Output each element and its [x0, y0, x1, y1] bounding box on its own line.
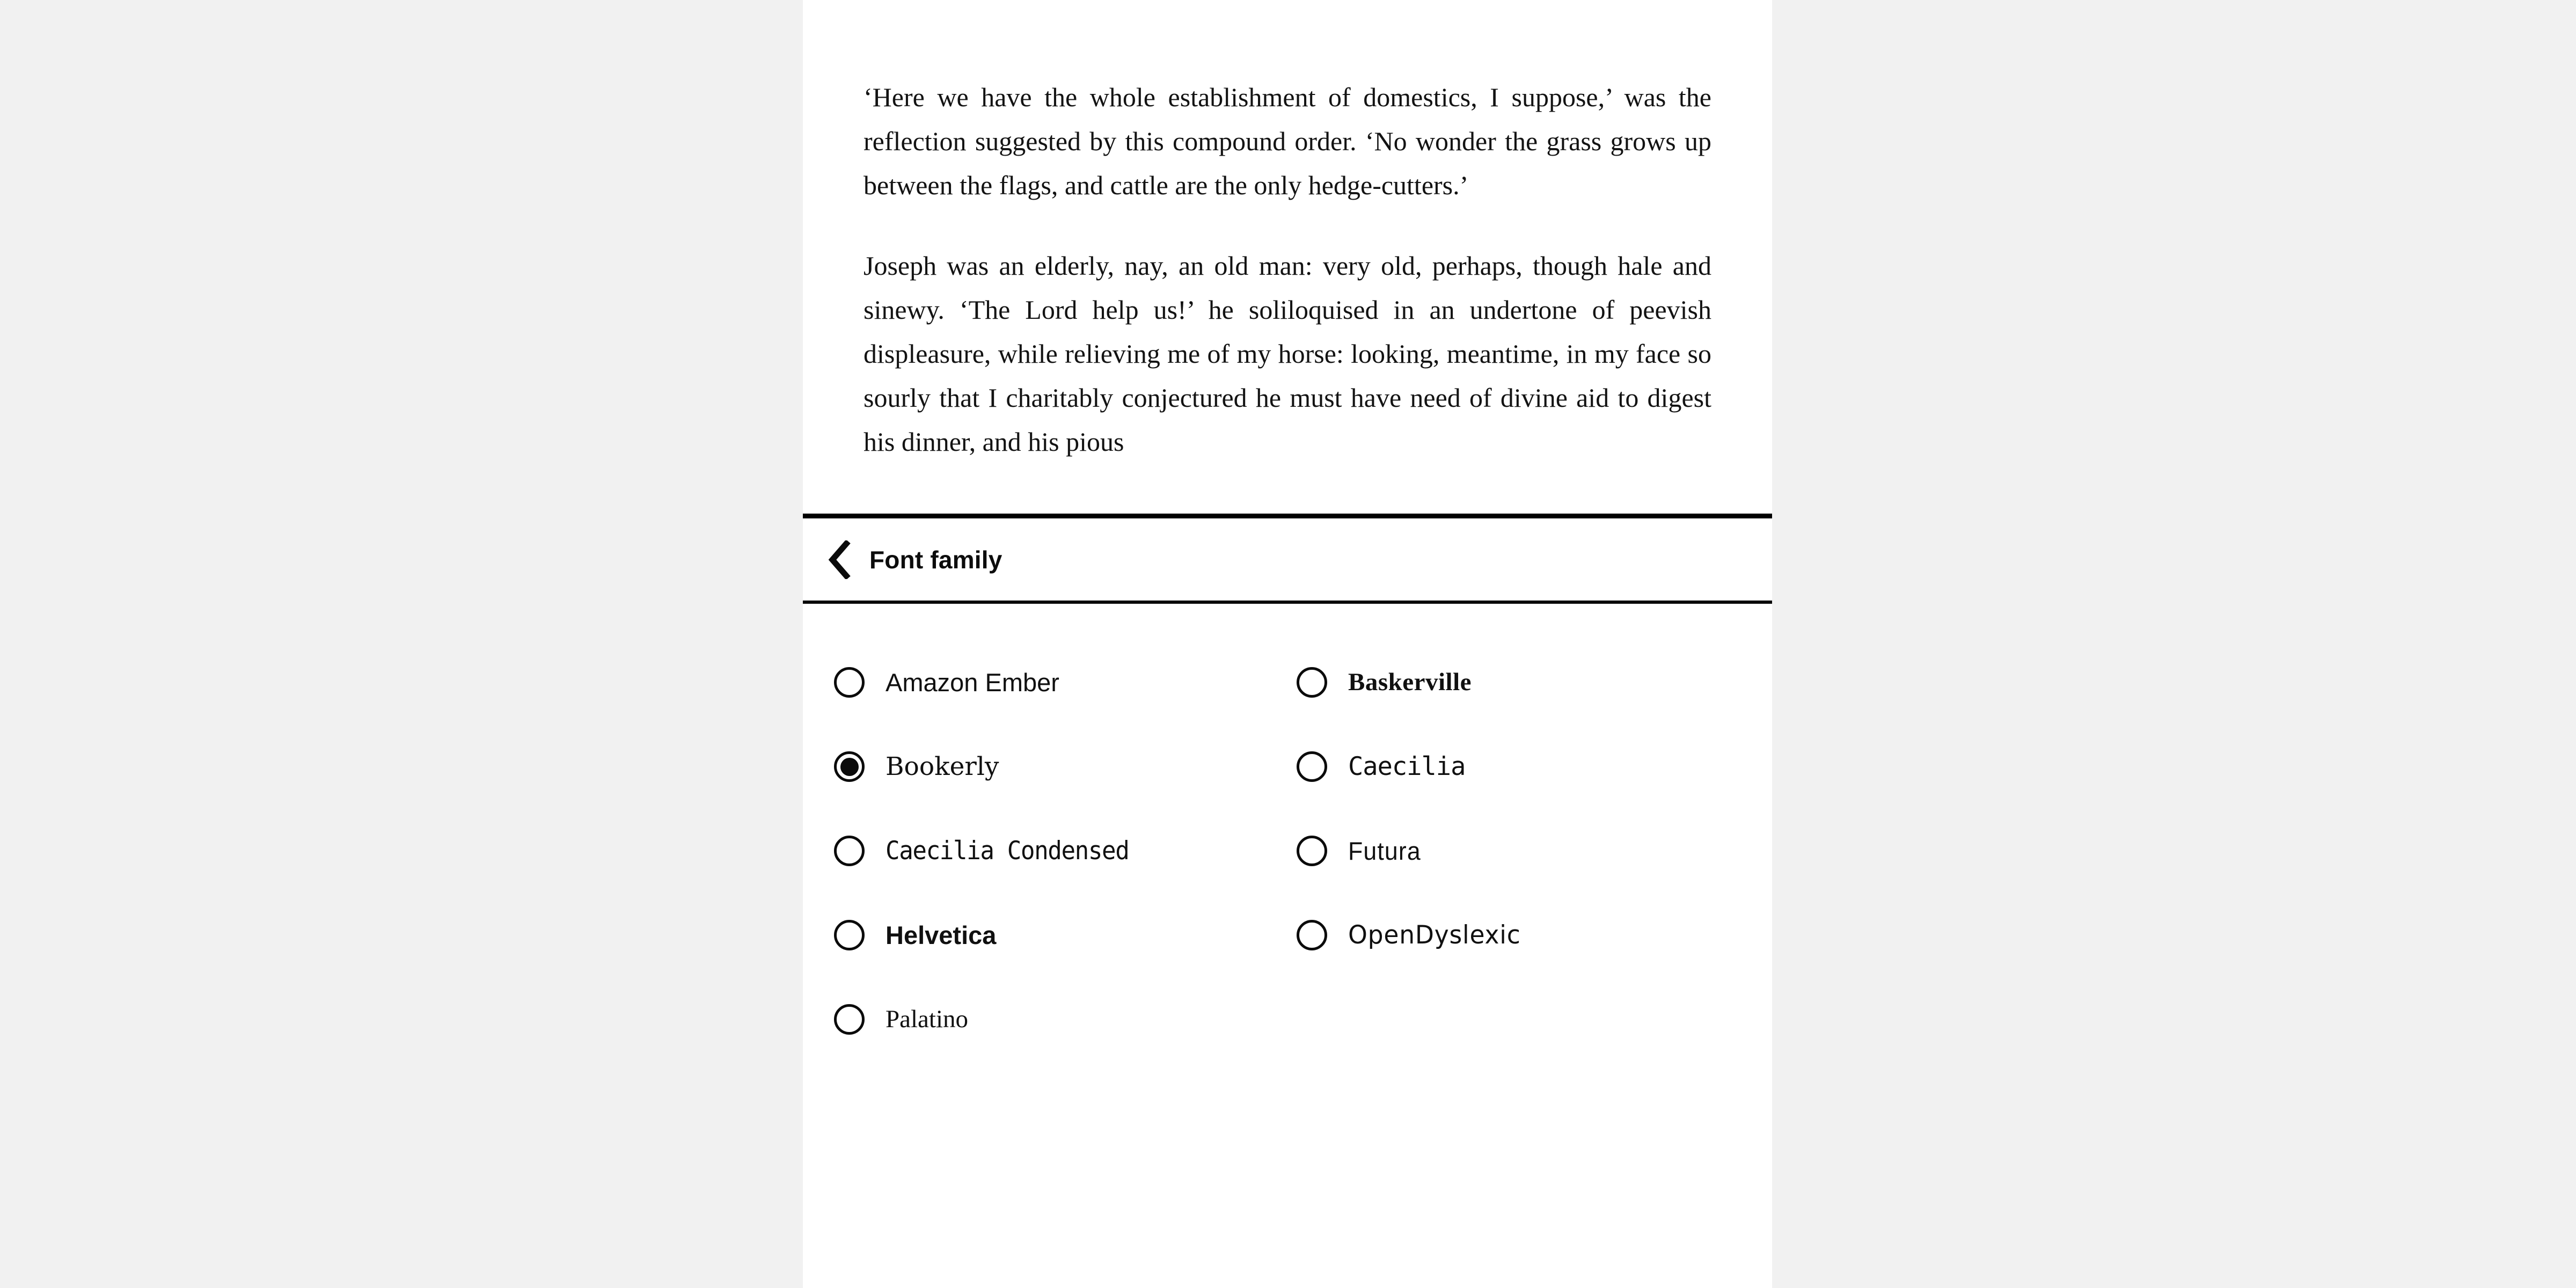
radio-button[interactable] — [1297, 920, 1327, 950]
radio-button[interactable] — [834, 667, 865, 698]
font-option-bookerly[interactable] — [826, 724, 1289, 809]
font-option-label: Futura — [1348, 837, 1421, 865]
font-option-label: OpenDyslexic — [1348, 920, 1521, 950]
page-title: Font family — [869, 545, 1002, 574]
book-paragraph: ‘Here we have the whole establishment of domestics, I suppose,’ was the reflection suggested by this compound order. ‘No wonder the grass grows up between the flags, and cattle are the only hedge-cutters.’ — [863, 82, 1711, 200]
font-option-palatino[interactable] — [826, 977, 1289, 1062]
font-option-label: Caecilia — [1348, 752, 1466, 781]
font-option-amazon-ember[interactable] — [826, 640, 1289, 724]
font-option-caecilia-condensed[interactable] — [826, 809, 1289, 893]
chevron-left-icon — [827, 540, 852, 579]
radio-button[interactable] — [834, 920, 865, 950]
font-option-label: Palatino — [885, 1005, 969, 1033]
book-paragraph: Joseph was an elderly, nay, an old man: very old, perhaps, though hale and sinewy. ‘The Lord help us!’ he soliloquised in an undertone of peevish displeasure, while relieving me of my horse: looking, meantime, in my face so sourly that I charitably conjectured he must have need of divine aid to digest his dinner, and his pious — [863, 251, 1711, 457]
font-option-caecilia[interactable] — [1289, 724, 1752, 809]
font-option-label: Bookerly — [885, 752, 999, 781]
reader-panel — [803, 0, 1772, 1288]
font-option-label: Caecilia Condensed — [885, 836, 1129, 866]
font-option-opendyslexic[interactable] — [1289, 893, 1752, 977]
radio-button[interactable] — [1297, 667, 1327, 698]
font-option-label: Helvetica — [885, 921, 997, 949]
settings-sheet-header — [803, 518, 1772, 604]
font-option-label: Amazon Ember — [885, 668, 1059, 697]
radio-button[interactable] — [834, 751, 865, 782]
font-option-label: Baskerville — [1348, 668, 1472, 696]
radio-button[interactable] — [1297, 751, 1327, 782]
font-option-futura[interactable] — [1289, 809, 1752, 893]
font-option-helvetica[interactable] — [826, 893, 1289, 977]
font-option-baskerville[interactable] — [1289, 640, 1752, 724]
font-family-settings-sheet — [803, 514, 1772, 1288]
font-family-option-list — [803, 604, 1772, 1062]
radio-button[interactable] — [1297, 836, 1327, 866]
back-button[interactable] — [817, 537, 862, 582]
radio-button[interactable] — [834, 1004, 865, 1035]
book-text-area[interactable] — [803, 0, 1772, 514]
radio-button[interactable] — [834, 836, 865, 866]
